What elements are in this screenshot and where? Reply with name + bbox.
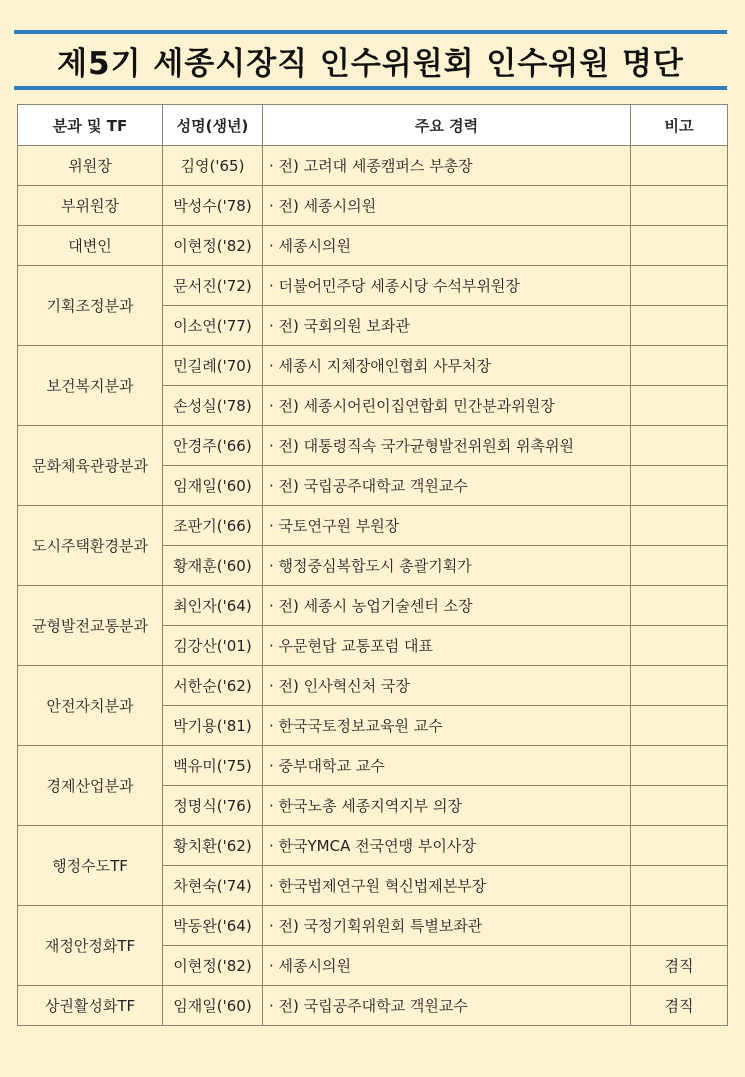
- division-cell: 문화체육관광분과: [18, 426, 163, 506]
- career-cell: · 전) 국립공주대학교 객원교수: [263, 466, 631, 506]
- note-cell: [631, 786, 728, 826]
- name-cell: 황재훈('60): [163, 546, 263, 586]
- name-cell: 김영('65): [163, 146, 263, 186]
- header-division: 분과 및 TF: [18, 105, 163, 146]
- note-cell: [631, 346, 728, 386]
- note-cell: [631, 906, 728, 946]
- note-cell: [631, 706, 728, 746]
- career-cell: · 국토연구원 부원장: [263, 506, 631, 546]
- name-cell: 손성실('78): [163, 386, 263, 426]
- career-cell: · 행정중심복합도시 총괄기획가: [263, 546, 631, 586]
- division-cell: 재정안정화TF: [18, 906, 163, 986]
- division-cell: 상권활성화TF: [18, 986, 163, 1026]
- name-cell: 문서진('72): [163, 266, 263, 306]
- name-cell: 정명식('76): [163, 786, 263, 826]
- table-row: [18, 186, 728, 226]
- note-cell: [631, 546, 728, 586]
- table-row: [18, 906, 728, 946]
- name-cell: 서한순('62): [163, 666, 263, 706]
- career-cell: · 전) 인사혁신처 국장: [263, 666, 631, 706]
- name-cell: 이소연('77): [163, 306, 263, 346]
- roster-body: [18, 146, 728, 1026]
- note-cell: [631, 826, 728, 866]
- name-cell: 최인자('64): [163, 586, 263, 626]
- career-cell: · 전) 세종시의원: [263, 186, 631, 226]
- name-cell: 민길례('70): [163, 346, 263, 386]
- note-cell: [631, 626, 728, 666]
- note-cell: [631, 666, 728, 706]
- note-cell: [631, 866, 728, 906]
- title-banner: [14, 30, 727, 90]
- career-cell: · 한국국토정보교육원 교수: [263, 706, 631, 746]
- note-cell: 겸직: [631, 946, 728, 986]
- note-cell: [631, 586, 728, 626]
- note-cell: [631, 746, 728, 786]
- career-cell: · 전) 대통령직속 국가균형발전위원회 위촉위원: [263, 426, 631, 466]
- career-cell: · 전) 세종시 농업기술센터 소장: [263, 586, 631, 626]
- division-cell: 기획조정분과: [18, 266, 163, 346]
- note-cell: [631, 506, 728, 546]
- note-cell: [631, 186, 728, 226]
- table-row: [18, 146, 728, 186]
- career-cell: · 세종시 지체장애인협회 사무처장: [263, 346, 631, 386]
- table-row: [18, 826, 728, 866]
- name-cell: 김강산('01): [163, 626, 263, 666]
- name-cell: 이현정('82): [163, 946, 263, 986]
- table-row: [18, 226, 728, 266]
- note-cell: [631, 266, 728, 306]
- table-row: [18, 986, 728, 1026]
- name-cell: 임재일('60): [163, 986, 263, 1026]
- division-cell: 균형발전교통분과: [18, 586, 163, 666]
- division-cell: 경제산업분과: [18, 746, 163, 826]
- note-cell: [631, 306, 728, 346]
- career-cell: · 한국YMCA 전국연맹 부이사장: [263, 826, 631, 866]
- table-row: [18, 746, 728, 786]
- name-cell: 박성수('78): [163, 186, 263, 226]
- name-cell: 황치환('62): [163, 826, 263, 866]
- note-cell: [631, 466, 728, 506]
- name-cell: 백유미('75): [163, 746, 263, 786]
- career-cell: · 전) 세종시어린이집연합회 민간분과위원장: [263, 386, 631, 426]
- page-title: 제5기 세종시장직 인수위원회 인수위원 명단: [57, 45, 684, 82]
- name-cell: 박기용('81): [163, 706, 263, 746]
- note-cell: [631, 146, 728, 186]
- header-career: 주요 경력: [263, 105, 631, 146]
- note-cell: [631, 426, 728, 466]
- division-cell: 안전자치분과: [18, 666, 163, 746]
- name-cell: 박동완('64): [163, 906, 263, 946]
- career-cell: · 중부대학교 교수: [263, 746, 631, 786]
- career-cell: · 한국법제연구원 혁신법제본부장: [263, 866, 631, 906]
- division-cell: 행정수도TF: [18, 826, 163, 906]
- career-cell: · 전) 국정기획위원회 특별보좌관: [263, 906, 631, 946]
- note-cell: 겸직: [631, 986, 728, 1026]
- career-cell: · 한국노총 세종지역지부 의장: [263, 786, 631, 826]
- career-cell: · 우문현답 교통포럼 대표: [263, 626, 631, 666]
- name-cell: 차현숙('74): [163, 866, 263, 906]
- header-row: [18, 105, 728, 146]
- table-row: [18, 266, 728, 306]
- table-row: [18, 506, 728, 546]
- name-cell: 조판기('66): [163, 506, 263, 546]
- header-name: 성명(생년): [163, 105, 263, 146]
- career-cell: · 전) 고려대 세종캠퍼스 부총장: [263, 146, 631, 186]
- career-cell: · 세종시의원: [263, 946, 631, 986]
- career-cell: · 전) 국회의원 보좌관: [263, 306, 631, 346]
- table-row: [18, 586, 728, 626]
- table-row: [18, 666, 728, 706]
- table-row: [18, 346, 728, 386]
- career-cell: · 더불어민주당 세종시당 수석부위원장: [263, 266, 631, 306]
- note-cell: [631, 226, 728, 266]
- career-cell: · 전) 국립공주대학교 객원교수: [263, 986, 631, 1026]
- division-cell: 부위원장: [18, 186, 163, 226]
- division-cell: 대변인: [18, 226, 163, 266]
- division-cell: 위원장: [18, 146, 163, 186]
- name-cell: 이현정('82): [163, 226, 263, 266]
- career-cell: · 세종시의원: [263, 226, 631, 266]
- division-cell: 보건복지분과: [18, 346, 163, 426]
- header-note: 비고: [631, 105, 728, 146]
- name-cell: 임재일('60): [163, 466, 263, 506]
- table-row: [18, 426, 728, 466]
- division-cell: 도시주택환경분과: [18, 506, 163, 586]
- note-cell: [631, 386, 728, 426]
- name-cell: 안경주('66): [163, 426, 263, 466]
- roster-table: [17, 104, 728, 1026]
